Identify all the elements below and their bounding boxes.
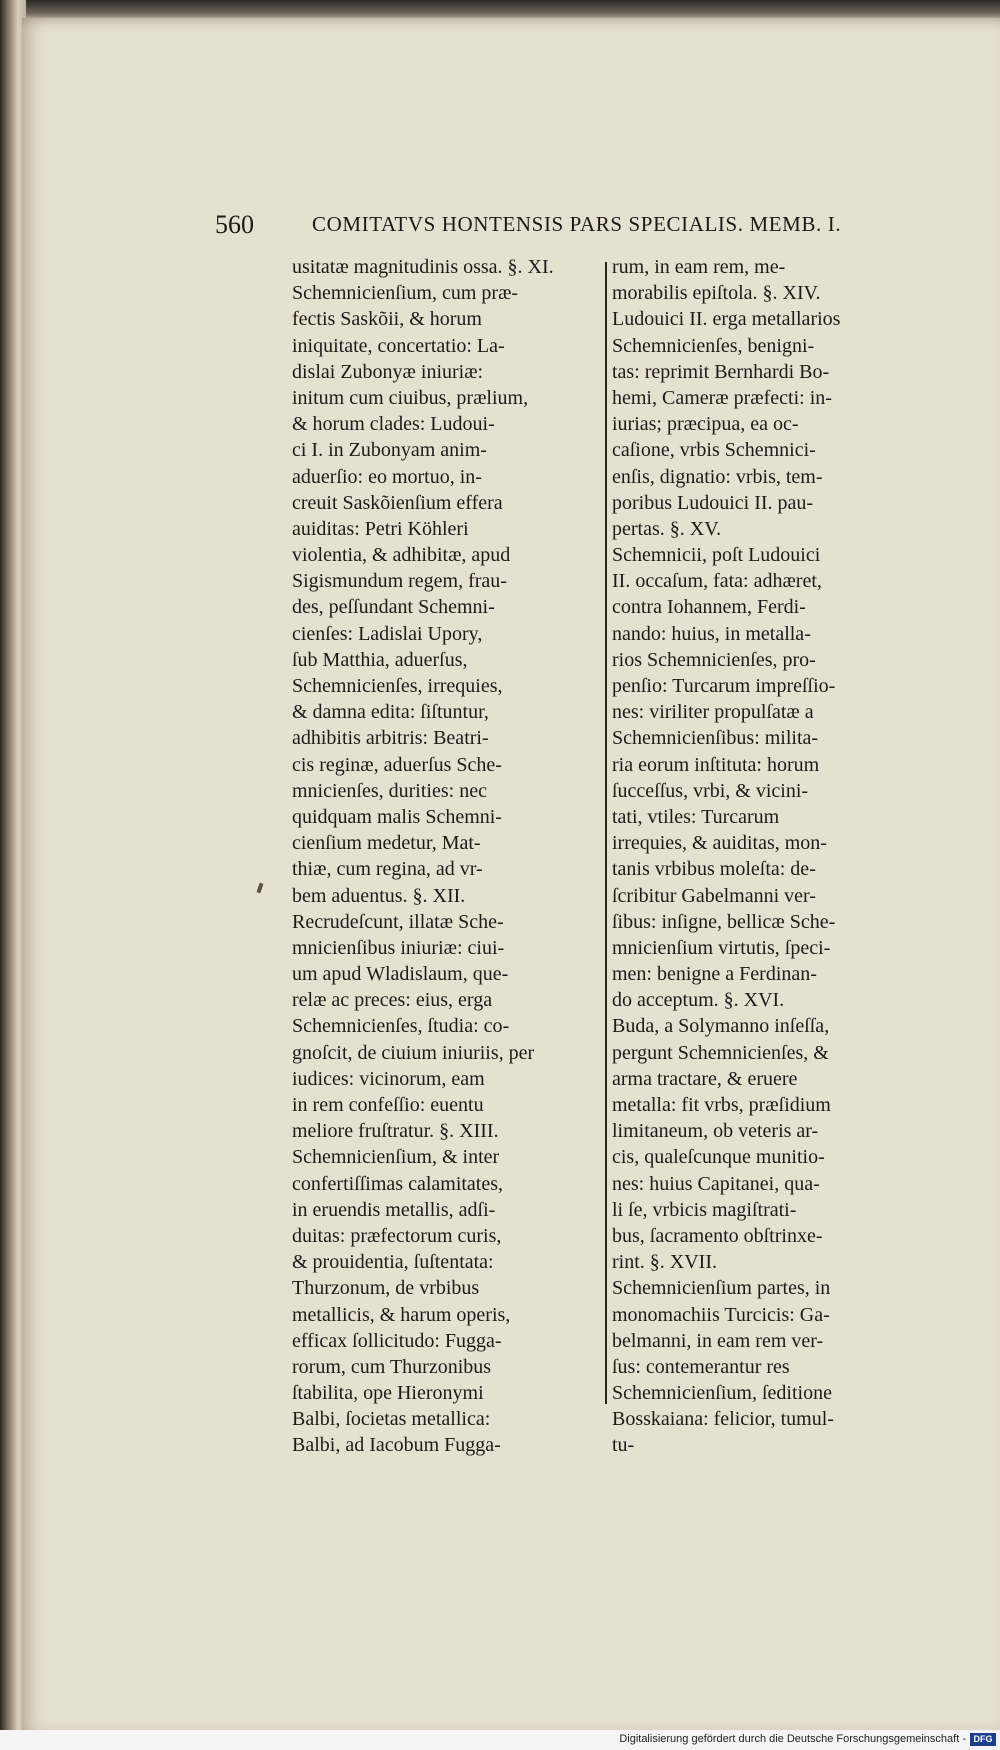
text-line: ſus: contemerantur res — [612, 1355, 790, 1378]
text-line: Schemnicii, poſt Ludouici — [612, 544, 821, 567]
text-line: tati, vtiles: Turcarum — [612, 805, 780, 828]
text-line: & damna edita: ſiſtuntur, — [292, 701, 489, 724]
text-line: iurias; præcipua, ea oc- — [612, 413, 799, 436]
text-line: Thurzonum, de vrbibus — [292, 1277, 480, 1300]
text-line: efficax ſollicitudo: Fugga- — [292, 1329, 502, 1352]
text-line: metallicis, & harum operis, — [292, 1303, 511, 1326]
text-line: mnicienſium virtutis, ſpeci- — [612, 936, 831, 959]
text-line: irrequies, & auiditas, mon- — [612, 832, 827, 855]
text-line: contra Iohannem, Ferdi- — [612, 596, 806, 619]
text-line: rios Schemnicienſes, pro- — [612, 648, 816, 671]
text-line: ſtabilita, ope Hieronymi — [292, 1382, 484, 1405]
text-line: hemi, Cameræ præfecti: in- — [612, 386, 832, 409]
text-line: usitatæ magnitudinis ossa. §. XI. — [292, 256, 554, 278]
text-line: in eruendis metallis, adſi- — [292, 1198, 496, 1221]
text-line: pertas. §. XV. — [612, 517, 722, 540]
text-line: nes: viriliter propulſatæ a — [612, 701, 814, 724]
text-line: do acceptum. §. XVI. — [612, 989, 785, 1012]
text-line: fectis Saskõii, & horum — [292, 308, 482, 331]
text-line: tanis vrbibus moleſta: de- — [612, 858, 816, 881]
text-line: cienſium medetur, Mat- — [292, 832, 481, 855]
text-line: li ſe, vrbicis magiſtrati- — [612, 1198, 797, 1221]
text-line: violentia, & adhibitæ, apud — [292, 544, 511, 567]
text-line: cienſes: Ladislai Upory, — [292, 622, 483, 645]
text-line: bus, ſacramento obſtrinxe- — [612, 1224, 823, 1247]
text-line: meliore fruſtratur. §. XIII. — [292, 1120, 499, 1143]
text-line: caſione, vrbis Schemnici- — [612, 439, 816, 462]
column-divider — [605, 262, 607, 1404]
text-line: quidquam malis Schemni- — [292, 805, 502, 828]
text-line: Schemnicienſium, cum præ- — [292, 282, 519, 305]
text-line: creuit Saskõienſium effera — [292, 491, 503, 514]
page-number: 560 — [215, 210, 254, 239]
text-line: ſucceſſus, vrbi, & vicini- — [612, 779, 809, 802]
text-line: um apud Wladislaum, que- — [292, 963, 509, 986]
text-line: nando: huius, in metalla- — [612, 622, 811, 645]
text-line: adhibitis arbitris: Beatri- — [292, 727, 489, 750]
text-line: Buda, a Solymanno inſeſſa, — [612, 1015, 830, 1038]
text-line: Recrudeſcunt, illatæ Sche- — [292, 910, 504, 933]
text-line: aduerſio: eo mortuo, in- — [292, 465, 482, 488]
text-line: Schemnicienſium, & inter — [292, 1146, 500, 1169]
text-line: iniquitate, concertatio: La- — [292, 334, 505, 357]
page-header — [0, 210, 1000, 246]
text-line: cis reginæ, aduerſus Sche- — [292, 753, 502, 776]
text-line: Balbi, ad Iacobum Fugga- — [292, 1434, 501, 1457]
text-line: dislai Zubonyæ iniuriæ: — [292, 360, 484, 383]
text-line: Bosskaiana: felicior, tumul- — [612, 1408, 834, 1431]
text-line: in rem confeſſio: euentu — [292, 1094, 484, 1116]
text-line: arma tractare, & eruere — [612, 1067, 798, 1090]
text-line: penſio: Turcarum impreſſio- — [612, 675, 836, 697]
text-line: ſibus: inſigne, bellicæ Sche- — [612, 910, 836, 933]
text-line: auiditas: Petri Köhleri — [292, 517, 469, 540]
text-line: gnoſcit, de ciuium iniuriis, per — [292, 1041, 535, 1064]
text-line: ria eorum inſtituta: horum — [612, 753, 820, 776]
text-line: bem aduentus. §. XII. — [292, 884, 466, 907]
text-line: rint. §. XVII. — [612, 1251, 717, 1274]
text-line: ſcribitur Gabelmanni ver- — [612, 884, 816, 907]
text-line: belmanni, in eam rem ver- — [612, 1329, 824, 1352]
text-line: rum, in eam rem, me- — [612, 256, 786, 278]
text-line: initum cum ciuibus, prælium, — [292, 386, 529, 409]
right-column — [612, 254, 912, 1459]
text-line: Balbi, ſocietas metallica: — [292, 1408, 491, 1431]
text-line: & horum clades: Ludoui- — [292, 413, 495, 436]
text-line: relæ ac preces: eius, erga — [292, 989, 493, 1012]
text-line: Schemnicienſium partes, in — [612, 1277, 831, 1300]
text-line: des, peſſundant Schemni- — [292, 596, 495, 619]
text-line: Sigismundum regem, frau- — [292, 570, 507, 593]
text-line: Schemnicienſium, ſeditione — [612, 1382, 832, 1405]
text-line: Ludouici II. erga metallarios — [612, 308, 841, 331]
text-line: men: benigne a Ferdinan- — [612, 963, 817, 986]
text-line: thiæ, cum regina, ad vr- — [292, 858, 483, 881]
text-line: Schemnicienſes, ſtudia: co- — [292, 1015, 510, 1038]
text-line: ci I. in Zubonyam anim- — [292, 439, 487, 462]
text-line: monomachiis Turcicis: Ga- — [612, 1303, 830, 1326]
text-line: Schemnicienſibus: milita- — [612, 727, 819, 750]
text-line: cis, qualeſcunque munitio- — [612, 1146, 825, 1169]
text-line: Schemnicienſes, irrequies, — [292, 675, 503, 697]
running-title: COMITATVS HONTENSIS PARS SPECIALIS. MEMB. I. — [312, 212, 842, 236]
digitization-credit: Digitalisierung gefördert durch die Deutsche Forschungsgemeinschaft - — [619, 1733, 966, 1745]
text-line: ſub Matthia, aduerſus, — [292, 648, 468, 671]
text-line: rorum, cum Thurzonibus — [292, 1355, 492, 1378]
text-line: mnicienſes, durities: nec — [292, 779, 487, 802]
text-line: enſis, dignatio: vrbis, tem- — [612, 465, 823, 488]
text-line: pergunt Schemnicienſes, & — [612, 1041, 829, 1064]
text-line: tas: reprimit Bernhardi Bo- — [612, 360, 830, 383]
text-line: duitas: præfectorum curis, — [292, 1224, 502, 1247]
text-line: nes: huius Capitanei, qua- — [612, 1172, 820, 1195]
text-line: iudices: vicinorum, eam — [292, 1067, 485, 1090]
dfg-logo: DFG — [970, 1733, 996, 1746]
text-line: confertiſſimas calamitates, — [292, 1172, 504, 1195]
text-line: mnicienſibus iniuriæ: ciui- — [292, 936, 505, 959]
text-line: poribus Ludouici II. pau- — [612, 491, 814, 514]
text-line: tu- — [612, 1434, 635, 1457]
text-line: morabilis epiſtola. §. XIV. — [612, 282, 821, 305]
text-line: II. occaſum, fata: adhæret, — [612, 570, 822, 593]
text-line: Schemnicienſes, benigni- — [612, 334, 815, 357]
text-line: & prouidentia, ſuſtentata: — [292, 1251, 494, 1274]
text-line: limitaneum, ob veteris ar- — [612, 1120, 819, 1143]
text-line: metalla: fit vrbs, præſidium — [612, 1094, 831, 1116]
left-column — [292, 254, 597, 1459]
